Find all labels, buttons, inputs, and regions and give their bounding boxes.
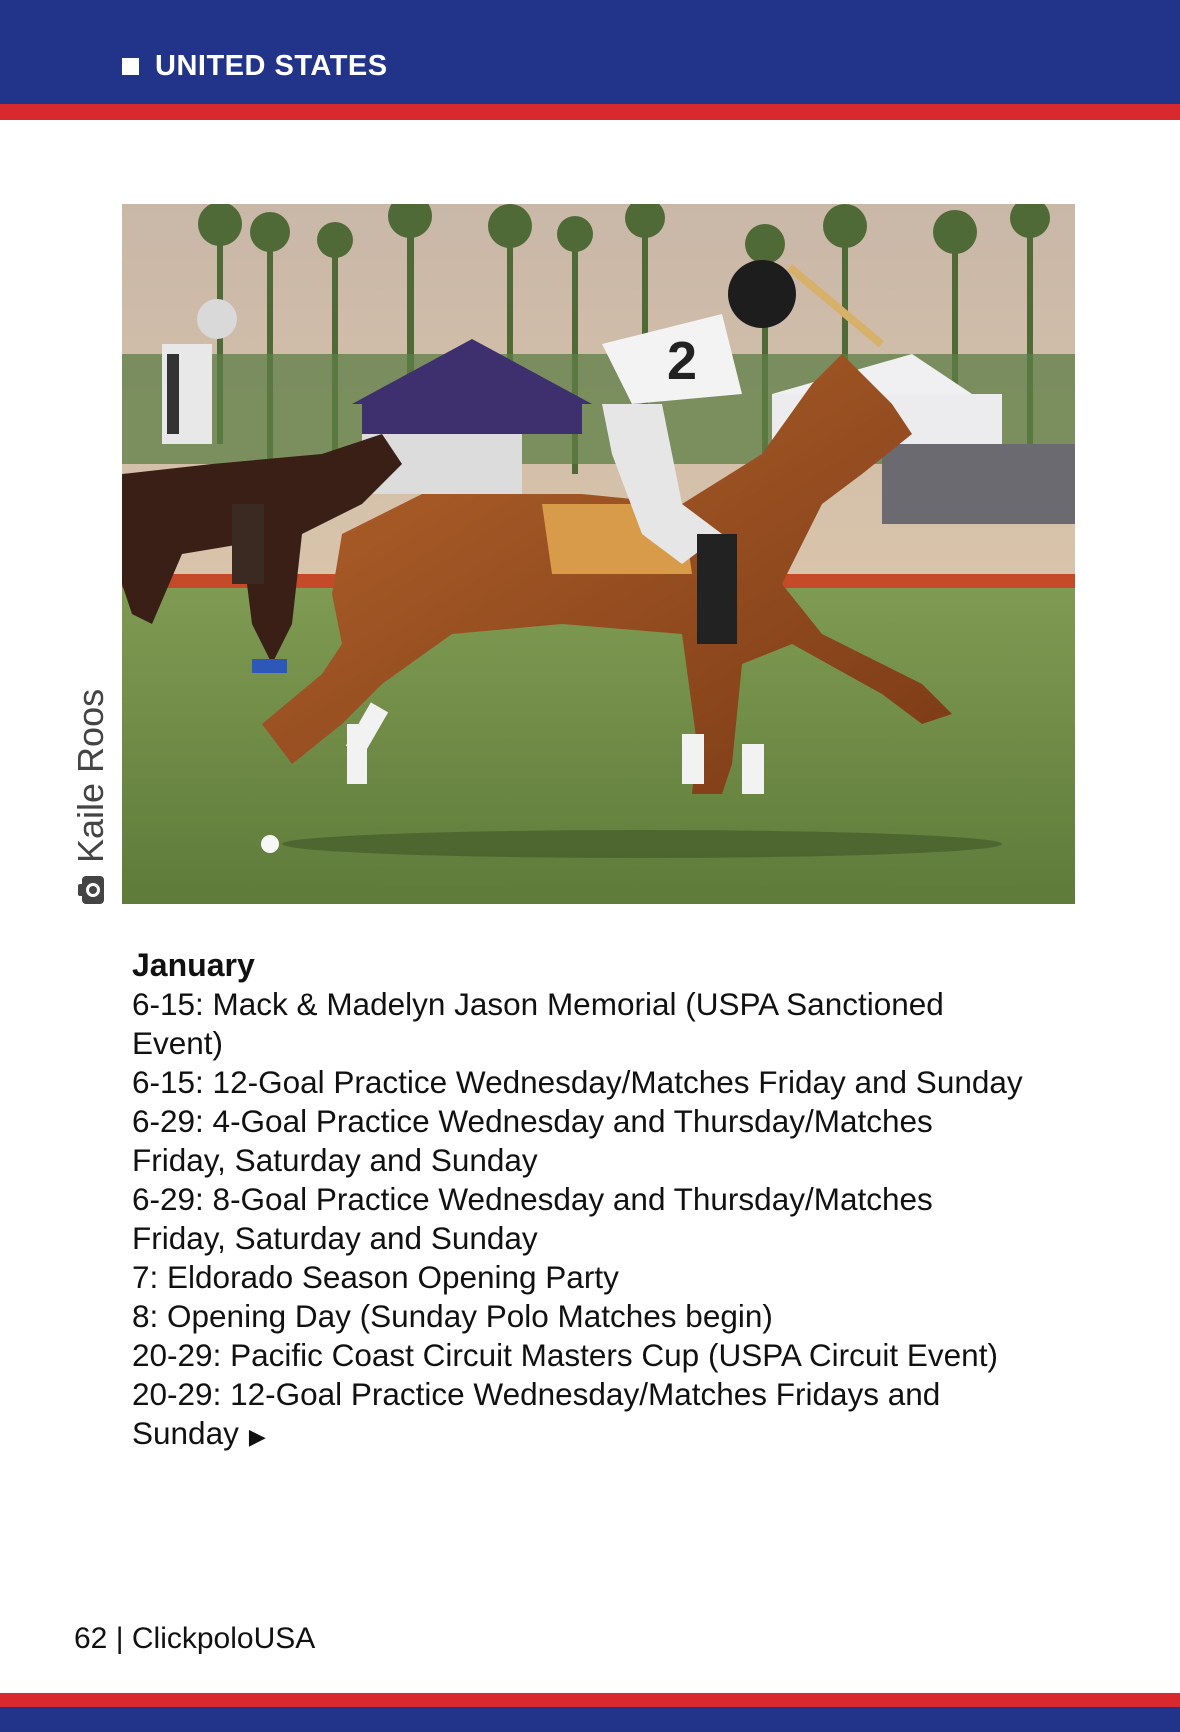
play-arrow-icon[interactable]: ▶ bbox=[248, 1424, 266, 1449]
event-item: 6-15: 12-Goal Practice Wednesday/Matches Friday and Sunday bbox=[132, 1064, 1023, 1100]
event-item: 20-29: 12-Goal Practice Wednesday/Matches Fridays and Sunday bbox=[132, 1376, 941, 1451]
event-item-last-wrapper bbox=[132, 1375, 1032, 1456]
event-item: 20-29: Pacific Coast Circuit Masters Cup (USPA Circuit Event) bbox=[132, 1337, 998, 1373]
section-label bbox=[122, 50, 388, 83]
photo-credit bbox=[70, 689, 112, 905]
event-item: 6-15: Mack & Madelyn Jason Memorial (USPA Sanctioned Event) bbox=[132, 986, 944, 1061]
polo-photo-illustration bbox=[122, 204, 1075, 904]
page-number: 62 bbox=[74, 1622, 108, 1655]
jersey-number: 2 bbox=[667, 331, 698, 391]
section-label-text: UNITED STATES bbox=[155, 50, 388, 82]
event-item: 7: Eldorado Season Opening Party bbox=[132, 1259, 619, 1295]
page-footer bbox=[74, 1622, 315, 1656]
footer-separator: | bbox=[115, 1622, 124, 1655]
event-item: 6-29: 8-Goal Practice Wednesday and Thursday/Matches Friday, Saturday and Sunday bbox=[132, 1181, 933, 1256]
photo-credit-name: Kaile Roos bbox=[70, 688, 111, 863]
camera-icon bbox=[76, 875, 106, 905]
publication-name: ClickpoloUSA bbox=[131, 1622, 316, 1655]
header-red-stripe bbox=[0, 104, 1180, 120]
footer-band bbox=[0, 1707, 1180, 1732]
square-bullet-icon bbox=[122, 58, 139, 75]
event-item: 6-29: 4-Goal Practice Wednesday and Thursday/Matches Friday, Saturday and Sunday bbox=[132, 1103, 933, 1178]
event-schedule bbox=[132, 946, 1032, 1456]
polo-photo bbox=[122, 204, 1075, 904]
month-heading: January bbox=[132, 947, 255, 983]
event-item: 8: Opening Day (Sunday Polo Matches begin) bbox=[132, 1298, 773, 1334]
footer-red-stripe bbox=[0, 1693, 1180, 1707]
